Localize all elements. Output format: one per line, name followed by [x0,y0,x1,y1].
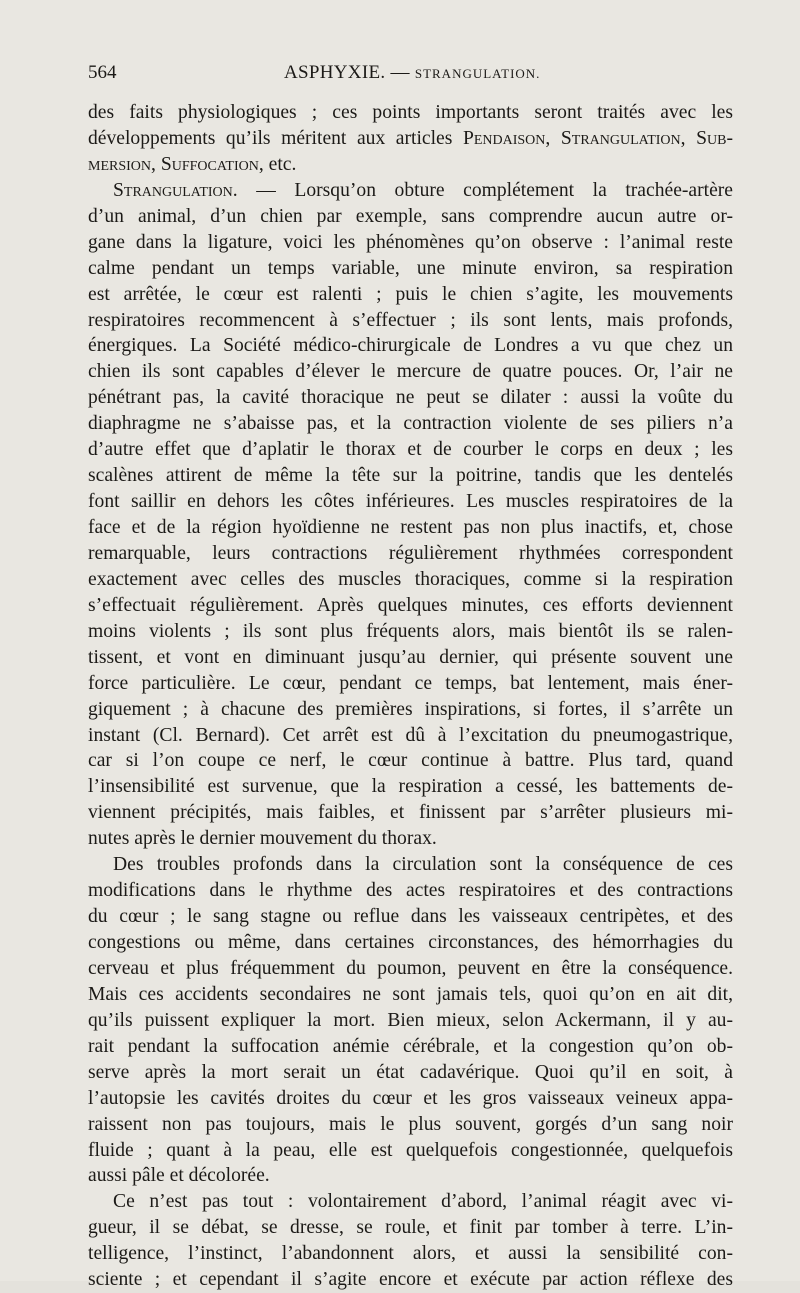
text-line: s’effectuait régulièrement. Après quelques minutes, ces efforts deviennent [88,594,733,616]
text-line: du cœur ; le sang stagne ou reflue dans les vaisseaux centripètes, et des [88,906,733,928]
body-text [88,100,733,1293]
running-title [284,62,540,84]
text-line: est arrêtée, le cœur est ralenti ; puis le chien s’agite, les mouvements [88,283,733,305]
text-line: aussi pâle et décolorée. [88,1165,270,1187]
text-line: serve après la mort serait un état cadavérique. Quoi qu’il en soit, à [88,1061,733,1083]
page-number: 564 [88,62,117,83]
text-line: tissent, et vont en diminuant jusqu’au dernier, qui présente souvent une [88,646,733,668]
text-line: modifications dans le rhythme des actes respiratoires et des contractions [88,880,733,902]
text-line: car si l’on coupe ce nerf, le cœur continue à battre. Plus tard, quand [88,750,733,772]
text-line: rait pendant la suffocation anémie cérébrale, et la congestion qu’on ob- [88,1035,733,1057]
text-line: remarquable, leurs contractions régulièrement rhythmées correspondent [88,542,733,564]
text-line: Mais ces accidents secondaires ne sont jamais tels, quoi qu’on en ait dit, [88,983,733,1005]
text-line: fluide ; quant à la peau, elle est quelquefois congestionnée, quelquefois [88,1139,733,1161]
running-title-section: STRANGULATION. [414,66,541,81]
text-line: viennent précipités, mais faibles, et finissent par s’arrêter plusieurs mi- [88,802,733,824]
text-line: développements qu’ils méritent aux articles Pendaison, Strangulation, Sub- [88,127,733,149]
running-title-main: ASPHYXIE. [284,62,386,83]
text-line: pénétrant pas, la cavité thoracique ne peut se dilater : aussi la voûte du [88,387,733,409]
text-line: gane dans la ligature, voici les phénomènes qu’on observe : l’animal reste [88,231,733,253]
text-line: l’insensibilité est survenue, que la respiration a cessé, les battements de- [88,776,733,798]
text-line: scalènes attirent de même la tête sur la poitrine, tandis que les dentelés [88,465,733,487]
text-line: mersion, Suffocation, etc. [88,153,297,175]
text-line: Ce n’est pas tout : volontairement d’abord, l’animal réagit avec vi- [113,1191,733,1213]
text-line: énergiques. La Société médico-chirurgicale de Londres a vu que chez un [88,335,733,357]
text-line: diaphragme ne s’abaisse pas, et la contraction violente de ses piliers n’a [88,413,733,435]
text-line: exactement avec celles des muscles thoraciques, comme si la respiration [88,568,733,590]
text-line: font saillir en dehors les côtes inférieures. Les muscles respiratoires de la [88,491,733,513]
text-line: telligence, l’instinct, l’abandonnent alors, et aussi la sensibilité con- [88,1243,733,1265]
text-line: gueur, il se débat, se dresse, se roule, et finit par tomber à terre. L’in- [88,1217,733,1239]
text-line: Strangulation. — Lorsqu’on obture complétement la trachée-artère [113,179,733,201]
text-line: raissent non pas toujours, mais le plus souvent, gorgés d’un sang noir [88,1113,733,1135]
text-line: giquement ; à chacune des premières inspirations, si fortes, il s’arrête un [88,698,733,720]
text-line: nutes après le dernier mouvement du thorax. [88,828,437,850]
text-line: l’autopsie les cavités droites du cœur et les gros vaisseaux veineux appa- [88,1087,733,1109]
text-line: instant (Cl. Bernard). Cet arrêt est dû à l’excitation du pneumogastrique, [88,724,733,746]
text-line: moins violents ; ils sont plus fréquents alors, mais bientôt ils se ralen- [88,620,733,642]
running-title-separator: — [390,62,410,83]
text-line: respiratoires recommencent à s’effectuer ; ils sont lents, mais profonds, [88,309,733,331]
text-line: cerveau et plus fréquemment du poumon, peuvent en être la conséquence. [88,957,733,979]
text-line: qu’ils puissent expliquer la mort. Bien mieux, selon Ackermann, il y au- [88,1009,733,1031]
text-line: congestions ou même, dans certaines circonstances, des hémorrhagies du [88,932,733,953]
text-line: d’autre effet que d’aplatir le thorax et de courber le corps en deux ; les [88,439,733,461]
text-line: force particulière. Le cœur, pendant ce temps, bat lentement, mais éner- [88,672,733,694]
text-line: d’un animal, d’un chien par exemple, sans comprendre aucun autre or- [88,205,733,227]
text-line: face et de la région hyoïdienne ne restent pas non plus inactifs, et, chose [88,517,733,538]
text-line: Des troubles profonds dans la circulation sont la conséquence de ces [113,854,733,876]
text-line: chien ils sont capables d’élever le mercure de quatre pouces. Or, l’air ne [88,361,733,383]
running-head [88,62,733,90]
text-line: calme pendant un temps variable, une minute environ, sa respiration [88,257,733,279]
text-line: sciente ; et cependant il s’agite encore et exécute par action réflexe des [88,1269,733,1291]
text-line: des faits physiologiques ; ces points importants seront traités avec les [88,102,733,123]
